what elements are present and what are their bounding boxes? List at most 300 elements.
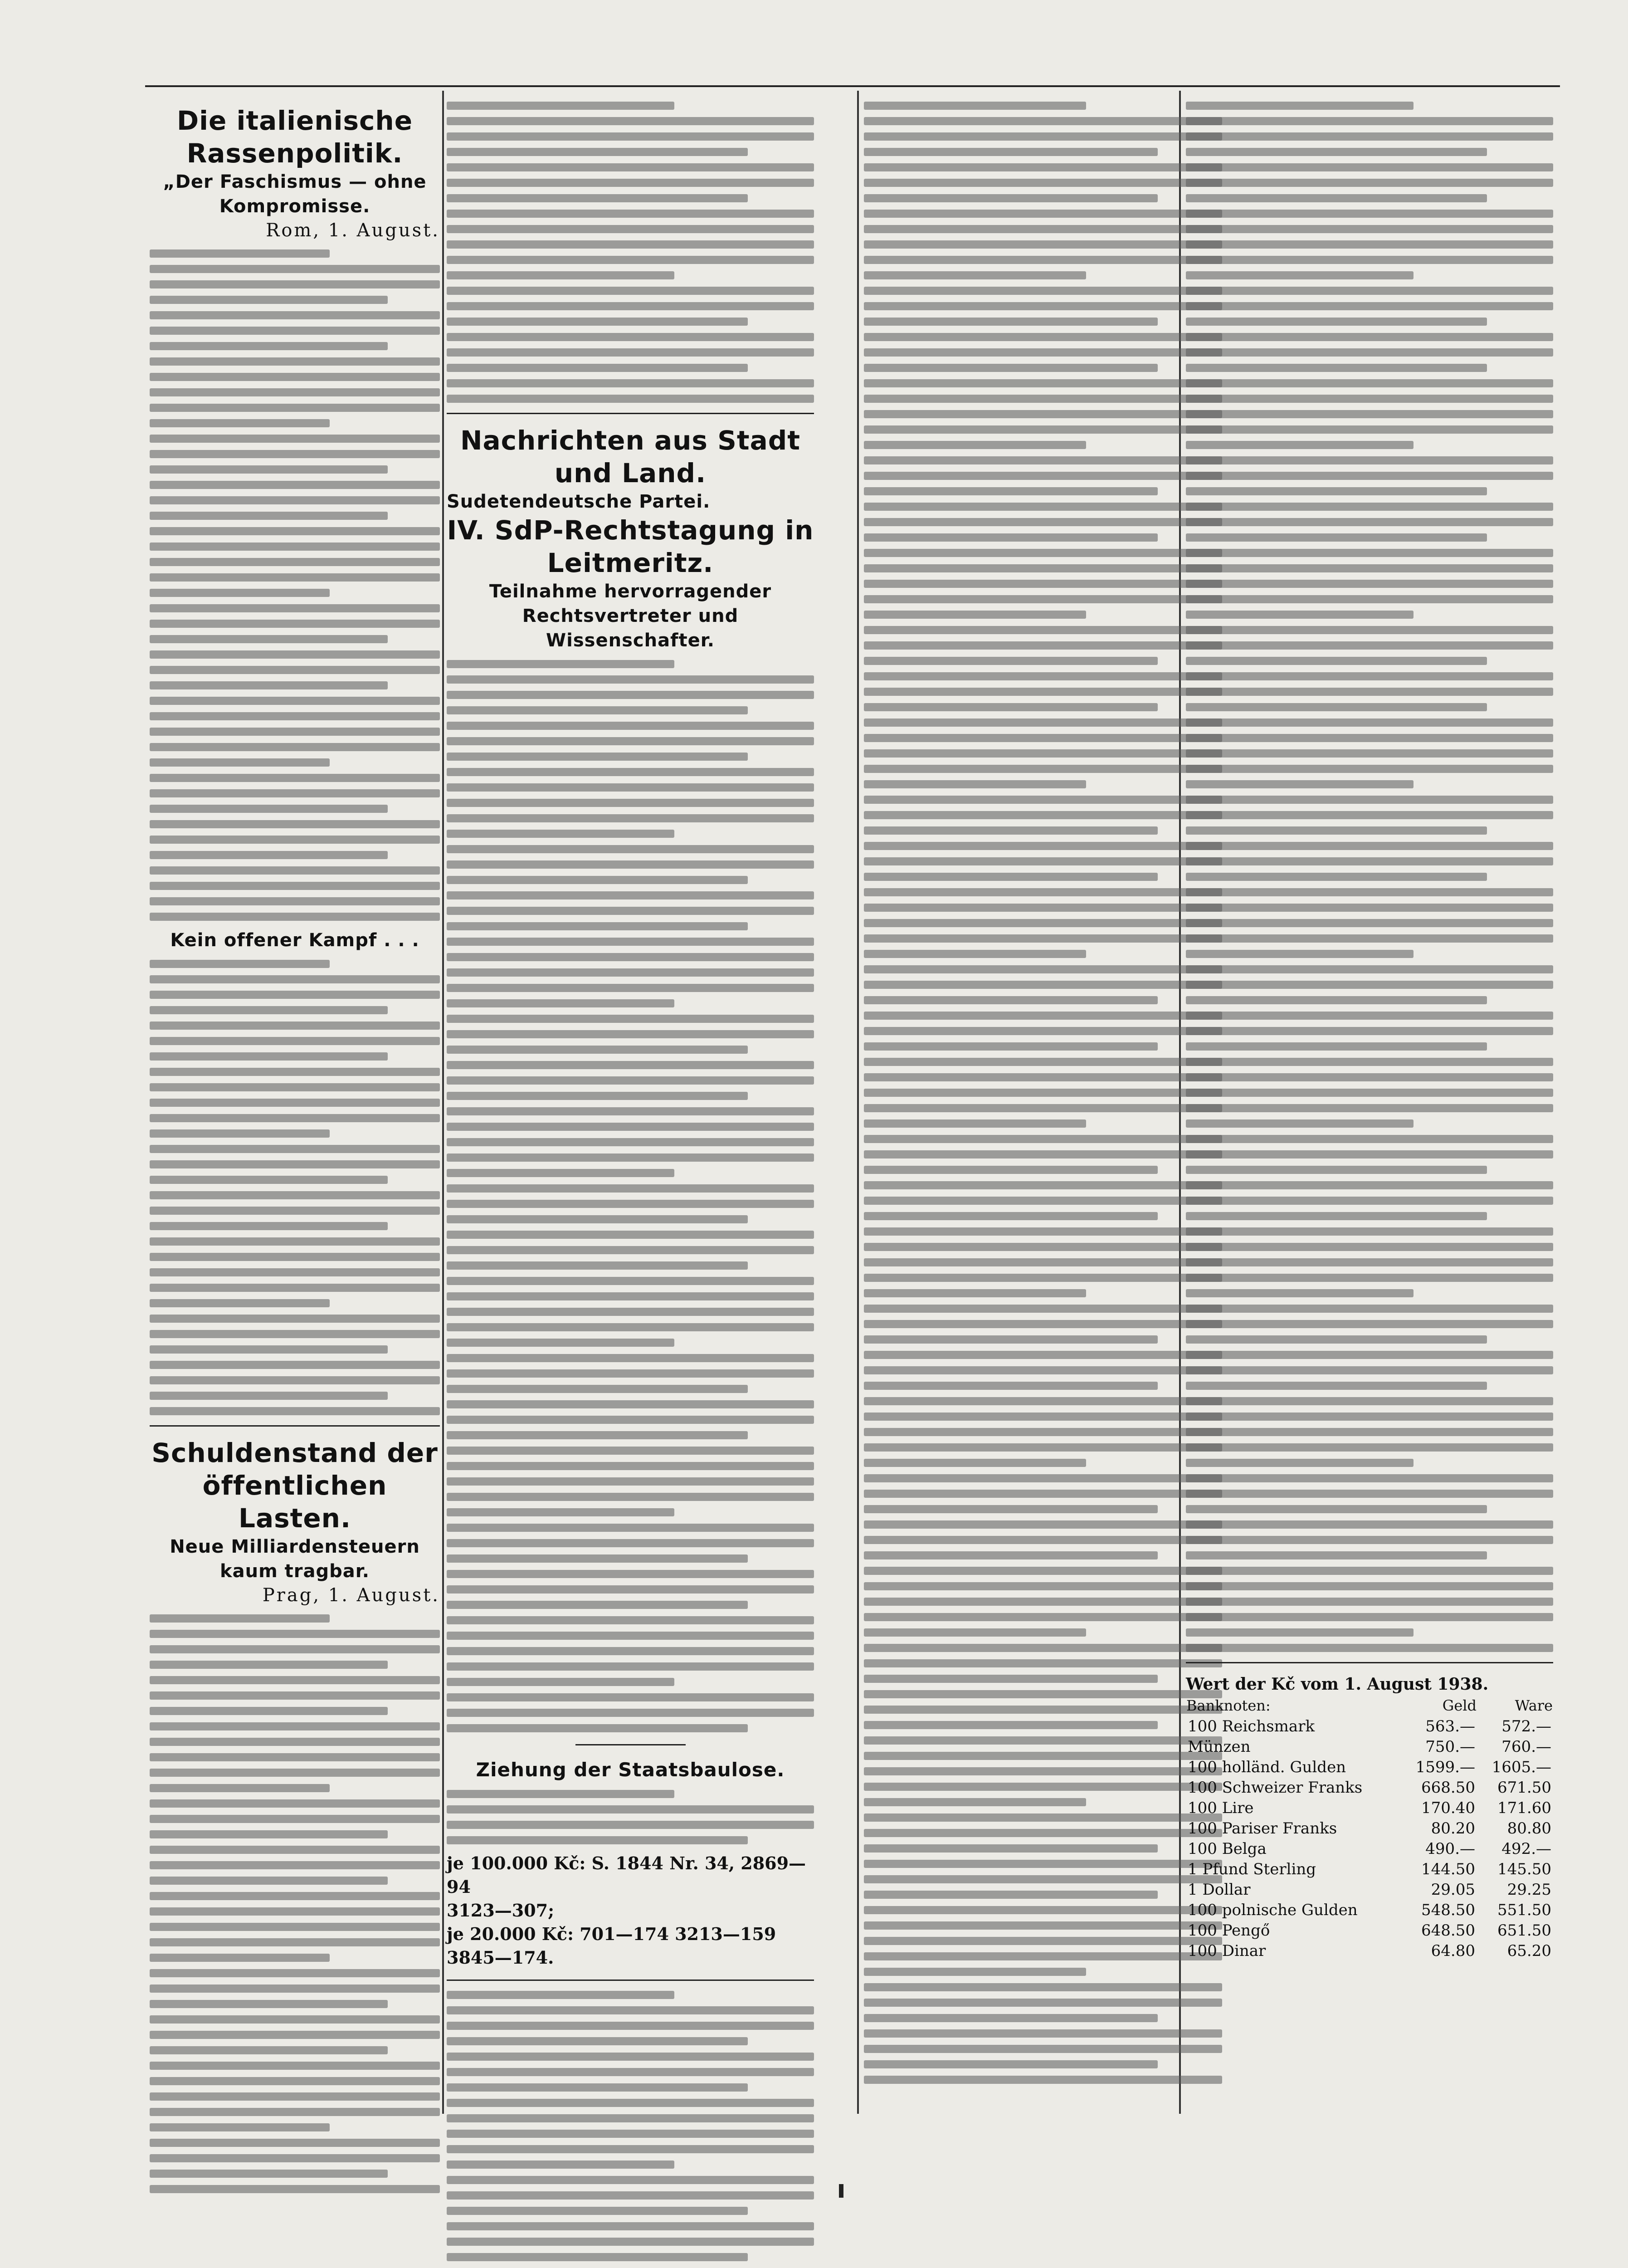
- text-line: [150, 404, 440, 412]
- text-line: [1186, 503, 1553, 511]
- currency-cell: 100 holländ. Gulden: [1188, 1758, 1346, 1776]
- text-line: [447, 1790, 674, 1798]
- text-line: [1186, 1335, 1487, 1344]
- table-row: [1186, 1798, 1553, 1818]
- text-line: [447, 2238, 814, 2246]
- text-line: [1186, 981, 1553, 989]
- section-heading: Nachrichten aus Stadt und Land.: [460, 425, 801, 489]
- text-line: [150, 1676, 440, 1684]
- text-line: [447, 1308, 814, 1316]
- text-line: [150, 2170, 388, 2178]
- text-line: [1186, 163, 1553, 171]
- text-line: [864, 1798, 1086, 1806]
- text-line: [150, 774, 440, 782]
- text-line: [864, 1058, 1222, 1066]
- text-line: [447, 768, 814, 776]
- text-line: [1186, 1505, 1487, 1513]
- table-row: [1186, 1778, 1553, 1798]
- text-line: [864, 1937, 1222, 1945]
- text-line: [1186, 1382, 1487, 1390]
- text-line: [1186, 672, 1553, 680]
- text-line: [150, 805, 388, 813]
- text-line: [150, 1630, 440, 1638]
- text-line: [1186, 749, 1553, 758]
- text-line: [864, 1258, 1222, 1266]
- text-line: [864, 1150, 1222, 1158]
- buy-rate-cell: 29.05: [1431, 1881, 1475, 1899]
- buy-rate-cell: 144.50: [1421, 1860, 1475, 1878]
- text-line: [447, 2053, 814, 2061]
- text-line: [447, 1046, 748, 1054]
- sell-rate-cell: 65.20: [1507, 1942, 1551, 1960]
- text-line: [864, 1906, 1222, 1914]
- currency-cell: Münzen: [1188, 1738, 1251, 1756]
- text-line: [447, 999, 674, 1007]
- text-line: [864, 1598, 1222, 1606]
- sell-rate-cell: 572.—: [1501, 1717, 1551, 1735]
- text-line: [864, 811, 1222, 819]
- text-line: [864, 1397, 1222, 1405]
- text-line: [1186, 1089, 1553, 1097]
- buy-rate-cell: 548.50: [1421, 1901, 1475, 1919]
- text-line: [864, 1459, 1086, 1467]
- text-line: [150, 558, 440, 566]
- text-line: [447, 1539, 814, 1547]
- text-line: [150, 311, 440, 319]
- text-line: [1186, 1305, 1553, 1313]
- text-line: [447, 2207, 748, 2215]
- sell-rate-cell: 492.—: [1501, 1840, 1551, 1858]
- text-line: [150, 1315, 440, 1323]
- text-line: [150, 419, 330, 427]
- text-line: [447, 1632, 814, 1640]
- text-line: [864, 1706, 1222, 1714]
- text-line: [864, 996, 1158, 1004]
- text-line: [150, 1614, 330, 1623]
- text-line: [447, 691, 814, 699]
- text-line: [447, 1493, 814, 1501]
- text-line: [1186, 225, 1553, 233]
- text-line: [150, 1923, 440, 1931]
- text-line: [150, 496, 440, 504]
- sell-rate-cell: 651.50: [1497, 1921, 1551, 1940]
- text-line: [150, 512, 388, 520]
- divider: [447, 413, 814, 414]
- text-line: [864, 796, 1222, 804]
- text-line: [1186, 1582, 1553, 1590]
- text-line: [150, 620, 440, 628]
- text-line: [864, 1582, 1222, 1590]
- text-line: [150, 758, 330, 767]
- text-line: [447, 2145, 814, 2153]
- text-line: [447, 1076, 814, 1085]
- table-header-row: [1186, 1695, 1553, 1716]
- text-line: [1186, 950, 1414, 958]
- text-line: [150, 1191, 440, 1199]
- text-line: [1186, 826, 1487, 835]
- sell-rate-cell: 671.50: [1497, 1779, 1551, 1797]
- text-line: [150, 960, 330, 968]
- sell-rate-cell: 171.60: [1497, 1799, 1551, 1817]
- text-line: [864, 456, 1222, 464]
- text-line: [864, 1721, 1158, 1729]
- text-line: [864, 950, 1086, 958]
- text-line: [447, 271, 674, 279]
- text-line: [447, 1323, 814, 1331]
- text-line: [447, 1339, 674, 1347]
- column-2: [447, 91, 814, 2268]
- text-line: [150, 851, 388, 859]
- text-line: [864, 1243, 1222, 1251]
- text-line: [150, 712, 440, 720]
- text-line: [447, 2222, 814, 2230]
- text-line: [447, 1431, 748, 1439]
- text-line: [447, 2176, 814, 2184]
- text-line: [1186, 441, 1414, 449]
- text-line: [864, 2076, 1222, 2084]
- article-body: [1186, 102, 1553, 1652]
- text-line: [150, 1268, 440, 1276]
- text-line: [447, 1524, 814, 1532]
- text-line: [150, 1645, 440, 1653]
- text-line: [1186, 518, 1553, 526]
- text-line: [150, 1846, 440, 1854]
- text-line: [150, 1006, 388, 1014]
- table-row: [1186, 1818, 1553, 1839]
- text-line: [150, 1784, 330, 1792]
- text-line: [150, 465, 388, 474]
- text-line: [864, 179, 1222, 187]
- text-line: [447, 1724, 748, 1732]
- text-line: [864, 1274, 1222, 1282]
- text-line: [447, 830, 674, 838]
- text-line: [447, 2068, 814, 2076]
- text-line: [1186, 549, 1553, 557]
- article-subheading: „Der Faschismus — ohne Kompromisse.: [163, 171, 427, 217]
- text-line: [447, 722, 814, 730]
- text-line: [150, 1954, 330, 1962]
- text-line: [150, 265, 440, 273]
- text-line: [150, 357, 440, 366]
- currency-cell: 1 Dollar: [1188, 1881, 1251, 1899]
- text-line: [864, 934, 1222, 943]
- margin-mark: [839, 2184, 843, 2198]
- text-line: [150, 866, 440, 875]
- text-line: [864, 672, 1222, 680]
- text-line: [447, 194, 748, 202]
- text-line: [447, 814, 814, 822]
- text-line: [864, 1968, 1086, 1976]
- text-line: [447, 1092, 748, 1100]
- article-heading: IV. SdP-Rechtstagung in Leitmeritz.: [447, 515, 814, 578]
- text-line: [447, 1154, 814, 1162]
- text-line: [150, 1722, 440, 1730]
- article-heading: Die italienische Rassenpolitik.: [176, 105, 413, 169]
- text-line: [447, 1821, 814, 1829]
- text-line: [447, 953, 814, 961]
- text-line: [864, 1767, 1222, 1775]
- text-line: [1186, 487, 1487, 495]
- text-line: [150, 2123, 330, 2131]
- text-line: [447, 1508, 674, 1516]
- text-line: [864, 981, 1222, 989]
- text-line: [447, 860, 814, 869]
- text-line: [150, 1114, 440, 1122]
- text-line: [447, 379, 814, 387]
- text-line: [1186, 904, 1553, 912]
- text-line: [864, 1520, 1222, 1529]
- text-line: [864, 1335, 1158, 1344]
- text-line: [1186, 1042, 1487, 1051]
- text-line: [150, 1145, 440, 1153]
- text-line: [447, 1709, 814, 1717]
- text-line: [447, 1277, 814, 1285]
- currency-cell: 100 polnische Gulden: [1188, 1901, 1358, 1919]
- text-line: [150, 820, 440, 828]
- text-line: [447, 148, 748, 156]
- text-line: [864, 1628, 1086, 1637]
- text-line: [447, 1678, 674, 1686]
- text-line: [864, 441, 1086, 449]
- text-line: [447, 891, 814, 899]
- text-line: [447, 2130, 814, 2138]
- article-body: [150, 1614, 440, 2193]
- text-line: [1186, 811, 1553, 819]
- text-line: [864, 564, 1222, 572]
- text-line: [864, 719, 1222, 727]
- text-line: [864, 163, 1222, 171]
- text-line: [864, 287, 1222, 295]
- text-line: [864, 1659, 1222, 1667]
- text-line: [150, 1129, 330, 1138]
- text-line: [447, 1200, 814, 1208]
- text-line: [150, 1861, 440, 1869]
- divider: [150, 1425, 440, 1427]
- text-line: [1186, 1459, 1414, 1467]
- text-line: [150, 1984, 440, 1993]
- text-line: [1186, 888, 1553, 896]
- sell-rate-cell: 29.25: [1507, 1881, 1551, 1899]
- text-line: [1186, 1027, 1553, 1035]
- text-line: [1186, 472, 1553, 480]
- text-line: [447, 1400, 814, 1408]
- text-line: [150, 913, 440, 921]
- text-line: [1186, 117, 1553, 125]
- text-line: [1186, 533, 1487, 542]
- text-line: [150, 2077, 440, 2085]
- text-line: [864, 1227, 1222, 1236]
- text-line: [864, 410, 1222, 418]
- text-line: [447, 1447, 814, 1455]
- text-line: [864, 132, 1222, 141]
- party-heading: Sudetendeutsche Partei.: [447, 491, 711, 512]
- text-line: [1186, 1150, 1553, 1158]
- text-line: [1186, 703, 1487, 711]
- text-line: [864, 518, 1222, 526]
- text-line: [447, 799, 814, 807]
- text-line: [1186, 1644, 1553, 1652]
- text-line: [864, 611, 1086, 619]
- text-line: [150, 327, 440, 335]
- text-line: [864, 1921, 1222, 1930]
- text-line: [447, 1647, 814, 1655]
- text-line: [447, 984, 814, 992]
- text-line: [1186, 1166, 1487, 1174]
- text-line: [864, 318, 1158, 326]
- text-line: [447, 2160, 674, 2169]
- text-line: [864, 1736, 1222, 1745]
- text-line: [447, 1585, 814, 1593]
- text-line: [150, 728, 440, 736]
- text-line: [1186, 796, 1553, 804]
- text-line: [150, 1176, 388, 1184]
- text-line: [150, 1022, 440, 1030]
- text-line: [864, 1104, 1222, 1112]
- text-line: [150, 1969, 440, 1977]
- text-line: [150, 743, 440, 751]
- text-line: [447, 753, 748, 761]
- text-line: [1186, 271, 1414, 279]
- text-line: [864, 302, 1222, 310]
- text-line: [864, 425, 1222, 434]
- text-line: [1186, 780, 1414, 788]
- text-line: [864, 2060, 1158, 2068]
- text-line: [447, 117, 814, 125]
- text-line: [1186, 1289, 1414, 1297]
- text-line: [447, 968, 814, 977]
- text-line: [864, 857, 1222, 865]
- text-line: [864, 1135, 1222, 1143]
- text-line: [447, 1231, 814, 1239]
- sell-rate-cell: 145.50: [1497, 1860, 1551, 1878]
- text-line: [1186, 333, 1553, 341]
- text-line: [447, 1805, 814, 1813]
- text-line: [1186, 919, 1553, 927]
- text-line: [150, 1691, 440, 1700]
- text-line: [1186, 1628, 1414, 1637]
- text-line: [150, 589, 330, 597]
- text-line: [864, 348, 1222, 357]
- column-header: Ware: [1515, 1697, 1553, 1714]
- text-line: [447, 938, 814, 946]
- text-line: [447, 1184, 814, 1193]
- text-line: [447, 163, 814, 171]
- text-line: [1186, 857, 1553, 865]
- text-line: [447, 302, 814, 310]
- currency-cell: 100 Reichsmark: [1188, 1717, 1315, 1735]
- text-line: [864, 657, 1158, 665]
- text-line: [150, 543, 440, 551]
- buy-rate-cell: 563.—: [1425, 1717, 1475, 1735]
- text-line: [864, 1783, 1222, 1791]
- table-row: [1186, 1941, 1553, 1961]
- text-line: [864, 641, 1222, 650]
- text-line: [864, 1952, 1222, 1960]
- text-line: [150, 681, 388, 689]
- text-line: [447, 395, 814, 403]
- text-line: [864, 1166, 1158, 1174]
- text-line: [447, 179, 814, 187]
- text-line: [1186, 379, 1553, 387]
- text-line: [1186, 1243, 1553, 1251]
- table-row: [1186, 1737, 1553, 1757]
- text-line: [447, 2253, 748, 2261]
- text-line: [1186, 611, 1414, 619]
- text-line: [447, 783, 814, 792]
- text-line: [150, 2031, 440, 2039]
- text-line: [150, 1892, 440, 1900]
- text-line: [447, 1030, 814, 1038]
- text-line: [150, 789, 440, 797]
- text-line: [447, 907, 814, 915]
- table-row: [1186, 1839, 1553, 1859]
- text-line: [150, 1830, 388, 1838]
- lottery-line: je 100.000 Kč: S. 1844 Nr. 34, 2869—94: [447, 1853, 806, 1897]
- text-line: [447, 102, 674, 110]
- text-line: [864, 2045, 1222, 2053]
- text-line: [1186, 1551, 1487, 1559]
- article-body: [150, 249, 440, 921]
- sell-rate-cell: 1605.—: [1492, 1758, 1551, 1776]
- text-line: [864, 148, 1158, 156]
- text-line: [864, 1443, 1222, 1452]
- text-line: [150, 1738, 440, 1746]
- text-line: [1186, 1443, 1553, 1452]
- text-line: [447, 1061, 814, 1069]
- text-line: [150, 2154, 440, 2162]
- text-line: [864, 1305, 1222, 1313]
- text-line: [864, 873, 1158, 881]
- text-line: [1186, 1181, 1553, 1189]
- text-line: [150, 1877, 388, 1885]
- text-line: [864, 1027, 1222, 1035]
- text-line: [864, 395, 1222, 403]
- text-line: [864, 1983, 1222, 1991]
- text-line: [864, 1289, 1086, 1297]
- column-1: [150, 91, 440, 2200]
- text-line: [150, 342, 388, 350]
- text-line: [150, 1815, 440, 1823]
- currency-cell: 100 Lire: [1188, 1799, 1254, 1817]
- text-line: [1186, 765, 1553, 773]
- dateline: Rom, 1. August.: [266, 220, 440, 241]
- text-line: [1186, 194, 1487, 202]
- text-line: [447, 1662, 814, 1671]
- text-line: [150, 1938, 440, 1946]
- text-line: [864, 1844, 1158, 1853]
- text-line: [150, 975, 440, 983]
- exchange-rate-table: [1186, 1695, 1553, 1961]
- text-line: [150, 249, 330, 258]
- text-line: [1186, 1274, 1553, 1282]
- text-line: [447, 1570, 814, 1578]
- text-line: [864, 1119, 1086, 1128]
- article-body: [447, 660, 814, 1732]
- text-line: [864, 117, 1222, 125]
- text-line: [1186, 1536, 1553, 1544]
- buy-rate-cell: 1599.—: [1415, 1758, 1475, 1776]
- text-line: [150, 435, 440, 443]
- text-line: [447, 2191, 814, 2200]
- text-line: [150, 2062, 440, 2070]
- text-line: [150, 1769, 440, 1777]
- text-line: [1186, 1212, 1487, 1220]
- text-line: [447, 922, 748, 930]
- text-line: [150, 1661, 388, 1669]
- dateline: Prag, 1. August.: [262, 1585, 440, 1606]
- text-line: [447, 240, 814, 249]
- text-line: [864, 1490, 1222, 1498]
